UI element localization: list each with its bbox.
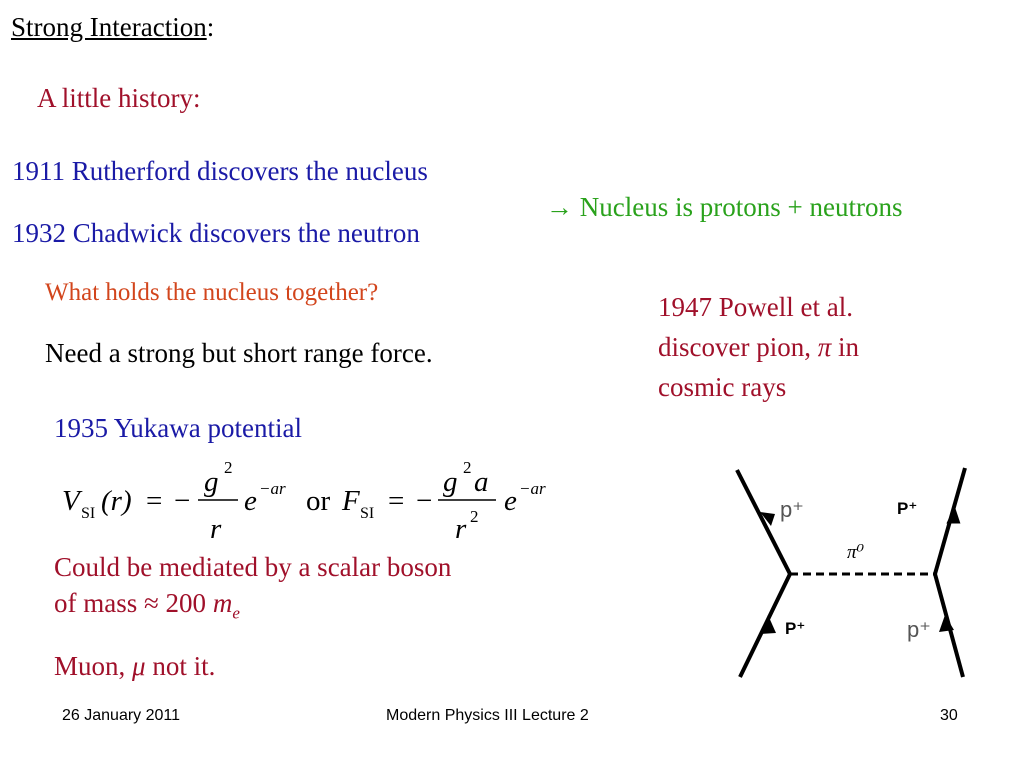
eq-exponent-1: −ar xyxy=(259,479,286,498)
footer-course: Modern Physics III Lecture 2 xyxy=(386,707,589,724)
proton-line-top-left xyxy=(737,470,790,574)
feynman-diagram xyxy=(725,462,980,687)
eq-V: V xyxy=(62,485,80,517)
yukawa-equation xyxy=(58,458,578,548)
yukawa-heading: 1935 Yukawa potential xyxy=(54,413,302,443)
powell-line1: 1947 Powell et al. xyxy=(658,292,853,322)
arrow-top-right-icon xyxy=(946,506,961,525)
nucleus-question: What holds the nucleus together? xyxy=(45,279,379,306)
pion-symbol: π xyxy=(817,332,832,362)
eq-exponent-2: −ar xyxy=(519,479,546,498)
eq-r-denominator-2: r xyxy=(455,513,467,545)
eq-e-2: e xyxy=(504,485,517,517)
label-p-bottom-right: p⁺ xyxy=(907,617,931,642)
rutherford-line: 1911 Rutherford discovers the nucleus xyxy=(12,156,428,186)
scalar-line2 xyxy=(54,585,574,631)
eq-g-exp-2: 2 xyxy=(463,458,472,477)
scalar-line2-pre: of mass ≈ 200 xyxy=(54,588,213,618)
muon-pre: Muon, xyxy=(54,651,133,681)
eq-g-2: g xyxy=(443,466,458,498)
label-P-top-right: P⁺ xyxy=(897,499,918,518)
arrow-bottom-right-icon xyxy=(939,615,954,632)
eq-e-1: e xyxy=(244,485,257,517)
eq-arg: (r) xyxy=(101,485,132,517)
eq-V-sub: SI xyxy=(81,505,96,522)
label-P-bottom-left: P⁺ xyxy=(785,619,806,638)
powell-line2 xyxy=(658,327,978,367)
slide-title xyxy=(11,12,214,43)
history-heading: A little history: xyxy=(37,83,201,113)
nucleus-statement: → Nucleus is protons + neutrons xyxy=(546,192,903,222)
scalar-line1: Could be mediated by a scalar boson xyxy=(54,552,452,582)
eq-or: or xyxy=(306,485,331,517)
footer-date: 26 January 2011 xyxy=(62,707,181,724)
powell-line3: cosmic rays xyxy=(658,372,787,402)
muon-post: not it. xyxy=(145,651,216,681)
footer-page-number: 30 xyxy=(940,707,958,724)
powell-note xyxy=(658,287,978,407)
slide-title-text: Strong Interaction xyxy=(11,12,207,42)
label-p-top-left: p⁺ xyxy=(780,497,804,522)
eq-r-exp: 2 xyxy=(470,507,479,526)
powell-line2-pre: discover pion, xyxy=(658,332,818,362)
eq-minus-1: − xyxy=(174,485,191,517)
eq-g-1: g xyxy=(204,466,219,498)
electron-mass-symbol: m xyxy=(212,588,233,618)
eq-minus-2: − xyxy=(416,485,433,517)
chadwick-line: 1932 Chadwick discovers the neutron xyxy=(12,218,420,248)
eq-F-sub: SI xyxy=(360,505,375,522)
eq-a: a xyxy=(474,466,489,498)
muon-symbol: μ xyxy=(132,651,146,681)
force-need: Need a strong but short range force. xyxy=(45,338,433,368)
scalar-boson-note xyxy=(54,549,574,631)
muon-note xyxy=(54,651,215,682)
eq-equals-1: = xyxy=(146,485,163,517)
powell-line2-post: in xyxy=(831,332,860,362)
slide-title-colon: : xyxy=(206,12,215,42)
eq-equals-2: = xyxy=(388,485,405,517)
electron-mass-sub: e xyxy=(232,603,240,623)
eq-r-denominator-1: r xyxy=(210,513,222,545)
label-pion: π⁰ xyxy=(847,542,865,563)
eq-F: F xyxy=(342,485,360,517)
arrow-bottom-left-icon xyxy=(761,615,776,634)
eq-g-exp-1: 2 xyxy=(224,458,233,477)
